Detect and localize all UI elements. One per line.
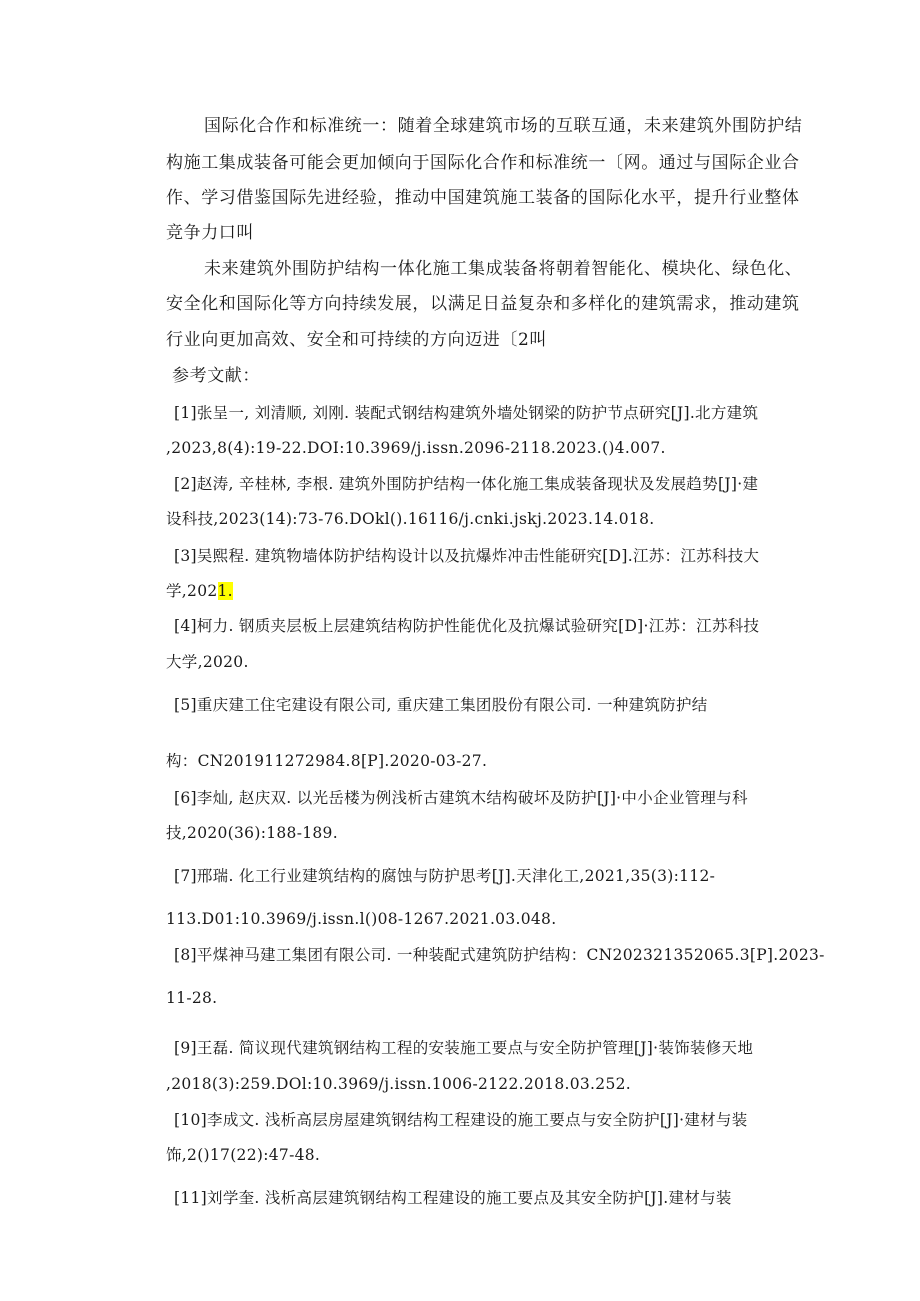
reference-line: [9]王磊. 简议现代建筑钢结构工程的安装施工要点与安全防护管理[J]·装饰装修天地: [174, 1039, 754, 1057]
reference-line: [4]柯力. 钢质夹层板上层建筑结构防护性能优化及抗爆试验研究[D]·江苏：江苏科技: [174, 617, 760, 635]
paragraph-line: 作、学习借鉴国际先进经验，推动中国建筑施工装备的国际化水平，提升行业整体: [166, 188, 800, 208]
highlighted-text: 1.: [217, 582, 233, 600]
reference-line: 设科技,2023(14):73-76.DOkl().16116/j.cnki.jskj.2023.14.018.: [166, 510, 655, 528]
reference-line: [5]重庆建工住宅建设有限公司, 重庆建工集团股份有限公司. 一种建筑防护结: [174, 696, 708, 714]
paragraph-line: 未来建筑外围防护结构一体化施工集成装备将朝着智能化、模块化、绿色化、: [204, 259, 803, 279]
reference-line: ,2018(3):259.DOl:10.3969/j.issn.1006-2122.2018.03.252.: [166, 1075, 631, 1093]
paragraph-line: 行业向更加高效、安全和可持续的方向迈进〔2叫: [166, 330, 548, 350]
reference-line: ,2023,8(4):19-22.DOI:10.3969/j.issn.2096-2118.2023.()4.007.: [166, 439, 666, 457]
references-heading: 参考文献：: [172, 366, 260, 386]
reference-line: 11-28.: [166, 989, 218, 1007]
reference-line: [10]李成文. 浅析高层房屋建筑钢结构工程建设的施工要点与安全防护[J]·建材与装: [174, 1111, 748, 1129]
paragraph-line: 国际化合作和标准统一：随着全球建筑市场的互联互通，未来建筑外围防护结: [204, 116, 803, 136]
reference-line: [166, 579, 233, 603]
paragraph-line: 安全化和国际化等方向持续发展，以满足日益复杂和多样化的建筑需求，推动建筑: [166, 294, 800, 314]
reference-line: [3]吴熙程. 建筑物墙体防护结构设计以及抗爆炸冲击性能研究[D].江苏：江苏科技大: [174, 547, 760, 565]
reference-line: 技,2020(36):188-189.: [166, 824, 338, 842]
reference-line: 113.D01:10.3969/j.issn.l()08-1267.2021.03.048.: [166, 910, 557, 928]
reference-line: 构：CN201911272984.8[P].2020-03-27.: [166, 752, 488, 770]
paragraph-line: 竞争力口叫: [166, 223, 254, 243]
reference-line: [8]平煤神马建工集团有限公司. 一种装配式建筑防护结构：CN202321352065.3[P].2023-: [174, 946, 825, 964]
reference-line: 饰,2()17(22):47-48.: [166, 1146, 321, 1164]
reference-line: [11]刘学奎. 浅析高层建筑钢结构工程建设的施工要点及其安全防护[J].建材与装: [174, 1189, 732, 1207]
reference-line: [2]赵涛, 辛桂林, 李根. 建筑外围防护结构一体化施工集成装备现状及发展趋势[J]·建: [174, 475, 759, 493]
reference-line: [1]张呈一, 刘清顺, 刘刚. 装配式钢结构建筑外墙处钢梁的防护节点研究[J].北方建筑: [174, 404, 759, 422]
paragraph-line: 构施工集成装备可能会更加倾向于国际化合作和标准统一〔网。通过与国际企业合: [166, 153, 800, 173]
reference-line: [6]李灿, 赵庆双. 以光岳楼为例浅析古建筑木结构破坏及防护[J]·中小企业管理与科: [174, 789, 748, 807]
reference-line: 大学,2020.: [166, 653, 249, 671]
reference-line: [7]邢瑞. 化工行业建筑结构的腐蚀与防护思考[J].天津化工,2021,35(3):112-: [174, 867, 716, 885]
reference-text: 学,202: [166, 582, 218, 600]
